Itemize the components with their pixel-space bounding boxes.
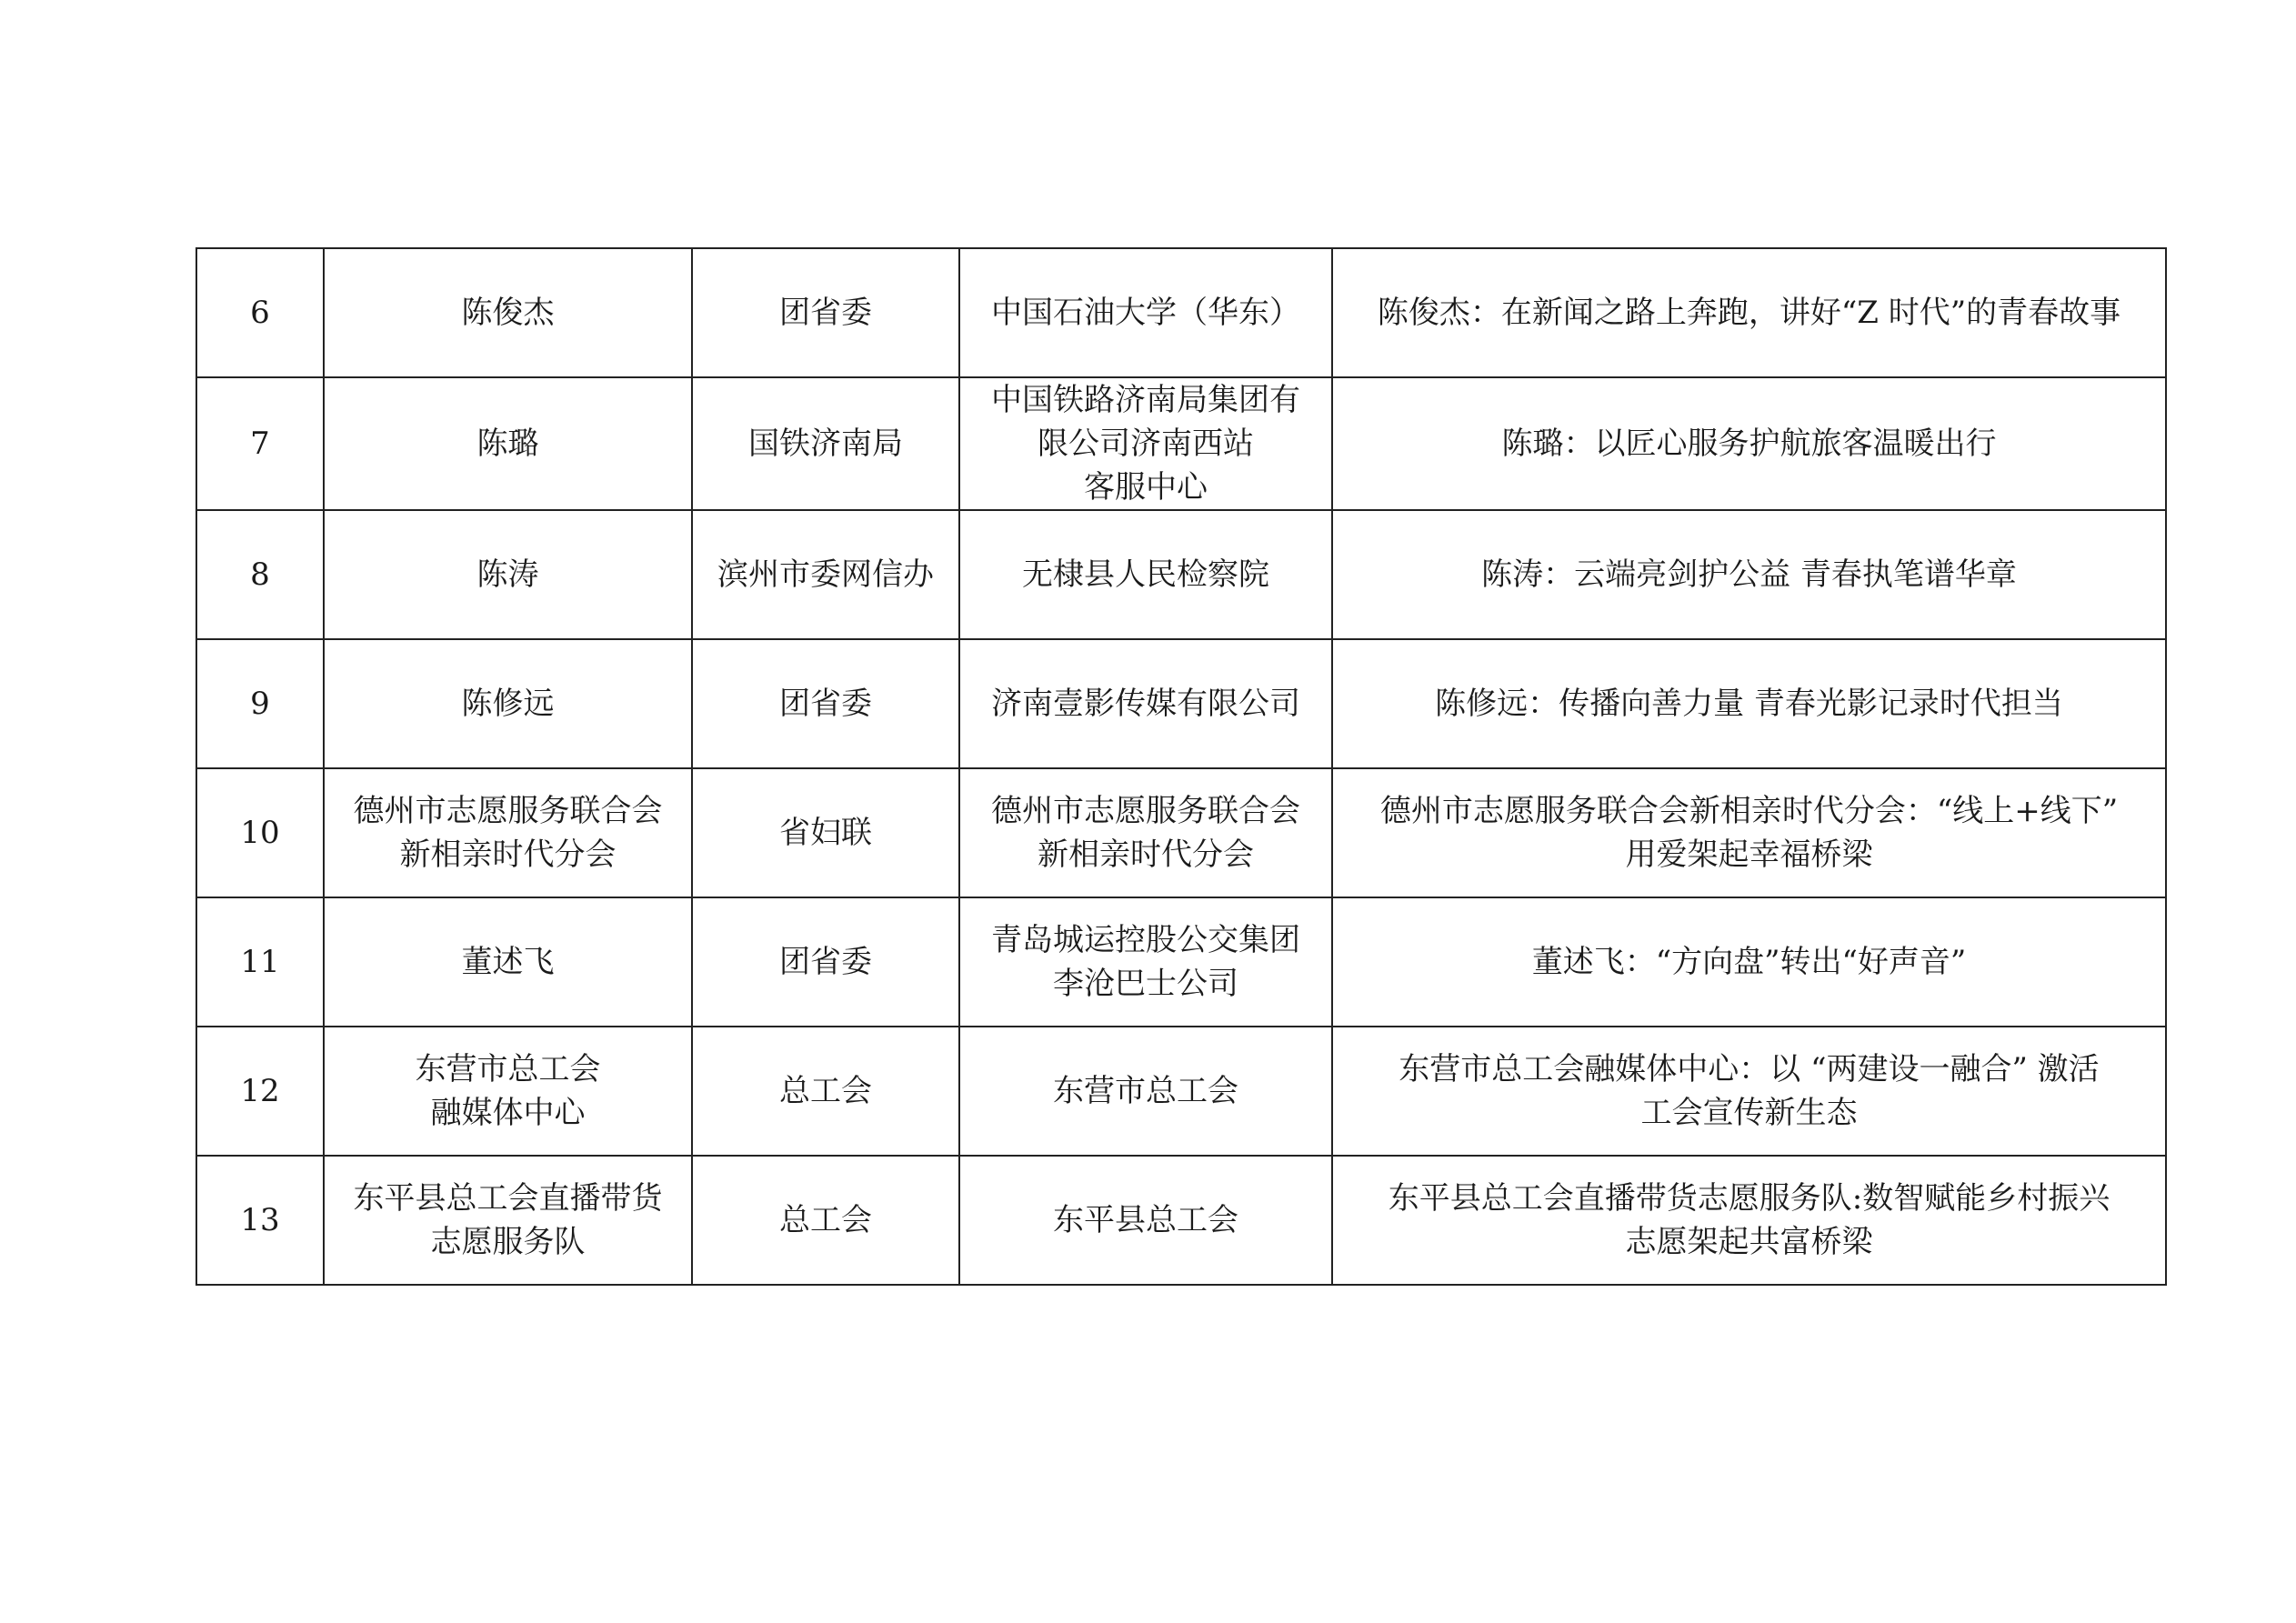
name-cell-line: 融媒体中心 xyxy=(430,1095,586,1131)
recommender-cell-line: 国铁济南局 xyxy=(748,426,903,462)
name-cell xyxy=(324,1156,692,1285)
story-cell xyxy=(1332,768,2166,897)
recommender-cell xyxy=(692,248,959,377)
table-row xyxy=(196,897,2166,1027)
table-row xyxy=(196,768,2166,897)
recommender-cell-line: 总工会 xyxy=(779,1202,872,1238)
name-cell xyxy=(324,639,692,768)
index-cell xyxy=(196,1156,324,1285)
index-cell xyxy=(196,377,324,510)
story-cell-line: 用爱架起幸福桥梁 xyxy=(1625,837,1873,873)
story-cell xyxy=(1332,510,2166,639)
unit-cell xyxy=(959,639,1332,768)
story-cell-line: 陈涛：云端亮剑护公益 青春执笔谱华章 xyxy=(1481,556,2017,593)
recommender-cell-line: 省妇联 xyxy=(779,815,872,851)
index-cell xyxy=(196,510,324,639)
unit-cell-line: 青岛城运控股公交集团 xyxy=(991,922,1300,958)
unit-cell-line: 限公司济南西站 xyxy=(1038,426,1254,462)
story-cell-line: 志愿架起共富桥梁 xyxy=(1625,1224,1873,1260)
recommender-cell-line: 总工会 xyxy=(779,1073,872,1109)
recommender-cell xyxy=(692,510,959,639)
index-cell xyxy=(196,768,324,897)
story-cell-line: 德州市志愿服务联合会新相亲时代分会：“线上+线下” xyxy=(1379,793,2119,829)
unit-cell xyxy=(959,377,1332,510)
name-cell-line: 陈璐 xyxy=(476,426,539,462)
index-cell xyxy=(196,897,324,1027)
recommender-cell xyxy=(692,1156,959,1285)
name-cell xyxy=(324,1027,692,1156)
recommender-cell xyxy=(692,639,959,768)
unit-cell-line: 客服中心 xyxy=(1084,469,1208,506)
name-cell-line: 陈修远 xyxy=(461,686,555,722)
index-cell xyxy=(196,639,324,768)
index-cell-text: 12 xyxy=(240,1073,280,1109)
name-cell xyxy=(324,768,692,897)
story-cell xyxy=(1332,1027,2166,1156)
table-row xyxy=(196,510,2166,639)
index-cell-text: 11 xyxy=(240,944,280,980)
recommender-cell xyxy=(692,377,959,510)
recommender-cell xyxy=(692,897,959,1027)
recommender-cell xyxy=(692,1027,959,1156)
story-cell-line: 董述飞：“方向盘”转出“好声音” xyxy=(1531,944,1967,980)
roster-body xyxy=(196,248,2166,1285)
name-cell-line: 陈俊杰 xyxy=(461,295,555,331)
table-row xyxy=(196,248,2166,377)
unit-cell xyxy=(959,1027,1332,1156)
index-cell-text: 6 xyxy=(250,295,270,331)
story-cell xyxy=(1332,897,2166,1027)
recommender-cell xyxy=(692,768,959,897)
unit-cell xyxy=(959,510,1332,639)
table-row xyxy=(196,639,2166,768)
name-cell-line: 志愿服务队 xyxy=(430,1224,586,1260)
unit-cell-line: 济南壹影传媒有限公司 xyxy=(991,686,1300,722)
story-cell xyxy=(1332,377,2166,510)
unit-cell-line: 东营市总工会 xyxy=(1053,1073,1238,1109)
index-cell-text: 10 xyxy=(240,815,280,851)
recommender-cell-line: 团省委 xyxy=(779,295,872,331)
name-cell-line: 董述飞 xyxy=(461,944,555,980)
recommender-cell-line: 滨州市委网信办 xyxy=(717,556,934,593)
index-cell-text: 13 xyxy=(240,1202,280,1238)
story-cell-line: 东平县总工会直播带货志愿服务队:数智赋能乡村振兴 xyxy=(1388,1180,2111,1217)
name-cell xyxy=(324,897,692,1027)
unit-cell-line: 无棣县人民检察院 xyxy=(1022,556,1269,593)
story-cell-line: 工会宣传新生态 xyxy=(1640,1095,1858,1131)
unit-cell-line: 新相亲时代分会 xyxy=(1038,837,1254,873)
table-row xyxy=(196,377,2166,510)
table-row xyxy=(196,1027,2166,1156)
name-cell xyxy=(324,377,692,510)
name-cell xyxy=(324,510,692,639)
unit-cell-line: 中国铁路济南局集团有 xyxy=(991,382,1300,418)
unit-cell-line: 中国石油大学（华东） xyxy=(991,295,1300,331)
recommender-cell-line: 团省委 xyxy=(779,686,872,722)
name-cell-line: 新相亲时代分会 xyxy=(399,837,617,873)
name-cell xyxy=(324,248,692,377)
name-cell-line: 东平县总工会直播带货 xyxy=(353,1180,663,1217)
unit-cell xyxy=(959,1156,1332,1285)
story-cell-line: 陈修远：传播向善力量 青春光影记录时代担当 xyxy=(1435,686,2063,722)
story-cell-line: 东营市总工会融媒体中心：以 “两建设一融合” 激活 xyxy=(1399,1051,2100,1087)
story-cell xyxy=(1332,248,2166,377)
story-cell-line: 陈璐：以匠心服务护航旅客温暖出行 xyxy=(1501,426,1997,462)
recommender-cell-line: 团省委 xyxy=(779,944,872,980)
story-cell-line: 陈俊杰：在新闻之路上奔跑，讲好“Z 时代”的青春故事 xyxy=(1377,295,2121,331)
name-cell-line: 陈涛 xyxy=(476,556,539,593)
roster-table xyxy=(196,247,2167,1286)
unit-cell-line: 东平县总工会 xyxy=(1053,1202,1238,1238)
unit-cell xyxy=(959,768,1332,897)
index-cell-text: 9 xyxy=(250,686,270,722)
unit-cell xyxy=(959,897,1332,1027)
index-cell xyxy=(196,1027,324,1156)
story-cell xyxy=(1332,1156,2166,1285)
name-cell-line: 德州市志愿服务联合会 xyxy=(353,793,663,829)
unit-cell-line: 德州市志愿服务联合会 xyxy=(991,793,1300,829)
index-cell-text: 8 xyxy=(250,556,270,593)
index-cell xyxy=(196,248,324,377)
story-cell xyxy=(1332,639,2166,768)
unit-cell-line: 李沧巴士公司 xyxy=(1053,966,1238,1002)
index-cell-text: 7 xyxy=(250,426,270,462)
unit-cell xyxy=(959,248,1332,377)
name-cell-line: 东营市总工会 xyxy=(415,1051,601,1087)
table-row xyxy=(196,1156,2166,1285)
